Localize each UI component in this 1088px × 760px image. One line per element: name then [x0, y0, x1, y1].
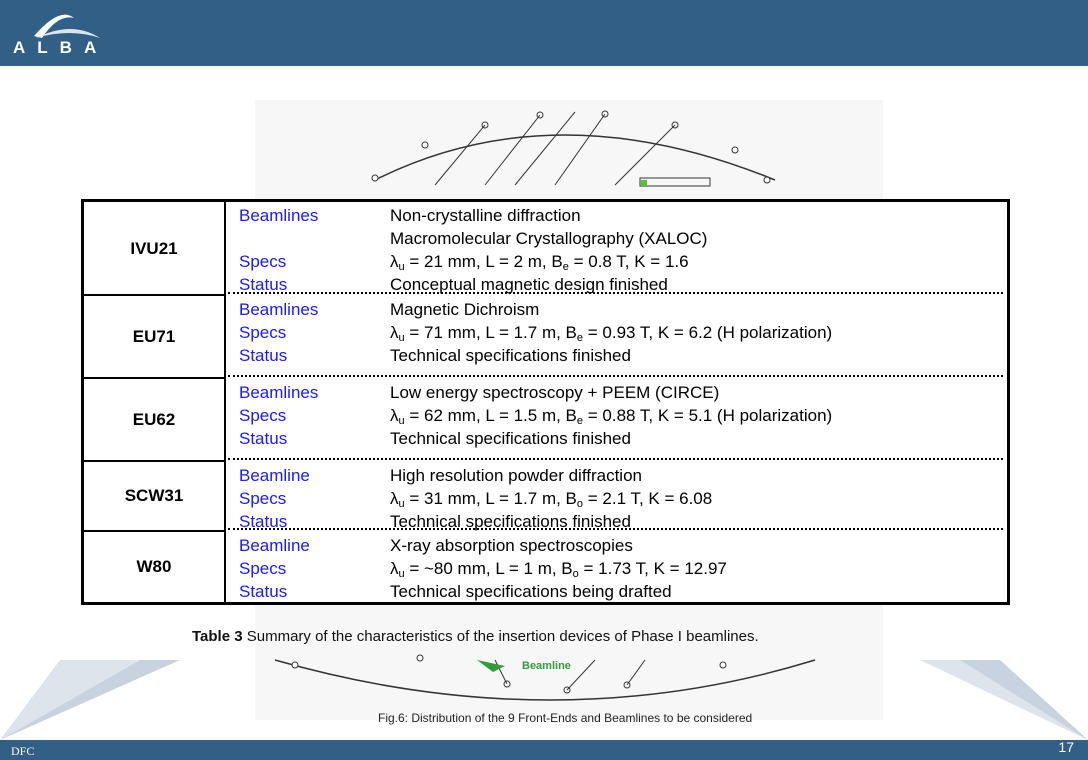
spec-text-part: = 1.73 T, K = 12.97: [578, 559, 727, 578]
lambda-symbol: λ: [390, 406, 399, 425]
row-key-label: Status: [239, 275, 288, 294]
logo-text: ALBA: [13, 38, 109, 57]
row-key-label: Specs: [239, 406, 287, 425]
spec-text-part: = 0.88 T, K = 5.1 (H polarization): [583, 406, 833, 425]
dotted-divider: [228, 375, 1003, 377]
spec-text-part: = 31 mm, L = 1.7 m, B: [404, 489, 577, 508]
spec-text-part: o: [576, 498, 584, 510]
row-key-label: Specs: [239, 559, 287, 578]
table-caption-text: Summary of the characteristics of the insertion devices of Phase I beamlines.: [242, 628, 759, 645]
footer-author: DFC: [11, 744, 35, 758]
beamline-figure-label: Beamline: [522, 660, 571, 672]
table-caption-label: Table 3: [192, 628, 243, 645]
dotted-divider: [228, 292, 1003, 294]
spec-text-part: = 0.8 T, K = 1.6: [568, 252, 689, 271]
spec-text-part: u: [398, 261, 405, 273]
lambda-symbol: λ: [390, 252, 399, 271]
row-value: Magnetic Dichroism: [390, 300, 540, 319]
device-cell: SCW31: [84, 461, 226, 531]
row-key-label: Beamline: [239, 466, 310, 485]
row-divider: [84, 460, 226, 462]
row-key-label: Specs: [239, 252, 287, 271]
spec-text-part: e: [562, 261, 569, 273]
spec-text-part: u: [398, 332, 405, 344]
spec-text-part: = 71 mm, L = 1.7 m, B: [404, 323, 577, 342]
device-cell: EU62: [84, 378, 226, 461]
row-key-label: Status: [239, 346, 288, 365]
spec-text-part: = 2.1 T, K = 6.08: [583, 489, 713, 508]
footer-bar: [0, 740, 1088, 760]
row-value: [390, 488, 712, 510]
spec-text-part: o: [572, 568, 579, 580]
row-key-label: Beamlines: [239, 300, 319, 319]
spec-text-part: = 62 mm, L = 1.5 m, B: [404, 406, 577, 425]
row-key-label: Beamlines: [239, 206, 319, 225]
page-number: 17: [1058, 739, 1074, 755]
row-key-label: Specs: [239, 489, 287, 508]
row-value: High resolution powder diffraction: [390, 466, 642, 485]
row-value: Technical specifications finished: [390, 346, 631, 365]
row-value: Non-crystalline diffraction: [390, 206, 581, 225]
dotted-divider: [228, 528, 1003, 530]
table-caption: [192, 628, 759, 645]
dotted-divider: [228, 458, 1003, 460]
row-key-label: Status: [239, 512, 288, 531]
row-key-label: Specs: [239, 323, 287, 342]
figure-caption: Fig.6: Distribution of the 9 Front-Ends and Beamlines to be considered: [378, 711, 753, 725]
row-value: Macromolecular Crystallography (XALOC): [390, 229, 708, 248]
row-value: [390, 405, 832, 427]
device-cell: IVU21: [84, 202, 226, 295]
spec-text-part: u: [398, 498, 405, 510]
row-value: Conceptual magnetic design finished: [390, 275, 668, 294]
row-value: [390, 251, 689, 273]
lambda-symbol: λ: [390, 559, 399, 578]
device-cell: W80: [84, 531, 226, 602]
spec-text-part: e: [576, 332, 584, 344]
spec-text-part: u: [398, 415, 405, 427]
row-value: [390, 558, 727, 580]
row-key-label: Beamlines: [239, 383, 319, 402]
row-value: X-ray absorption spectroscopies: [390, 536, 633, 555]
row-key-label: Status: [239, 582, 288, 601]
row-value: [390, 322, 832, 344]
row-value: Technical specifications finished: [390, 512, 631, 531]
row-divider: [84, 377, 226, 379]
spec-text-part: e: [576, 415, 584, 427]
insertion-device-table: [81, 199, 1010, 605]
row-key-label: Beamline: [239, 536, 310, 555]
lambda-symbol: λ: [390, 323, 399, 342]
row-value: Technical specifications being drafted: [390, 582, 672, 601]
spec-text-part: = 21 mm, L = 2 m, B: [404, 252, 563, 271]
row-value: Low energy spectroscopy + PEEM (CIRCE): [390, 383, 720, 402]
row-divider: [84, 530, 226, 532]
device-cell: EU71: [84, 295, 226, 378]
spec-text-part: u: [398, 568, 405, 580]
lambda-symbol: λ: [390, 489, 399, 508]
row-divider: [84, 294, 226, 296]
row-key-label: Status: [239, 429, 288, 448]
spec-text-part: = ~80 mm, L = 1 m, B: [404, 559, 573, 578]
spec-text-part: = 0.93 T, K = 6.2 (H polarization): [583, 323, 833, 342]
row-value: Technical specifications finished: [390, 429, 631, 448]
